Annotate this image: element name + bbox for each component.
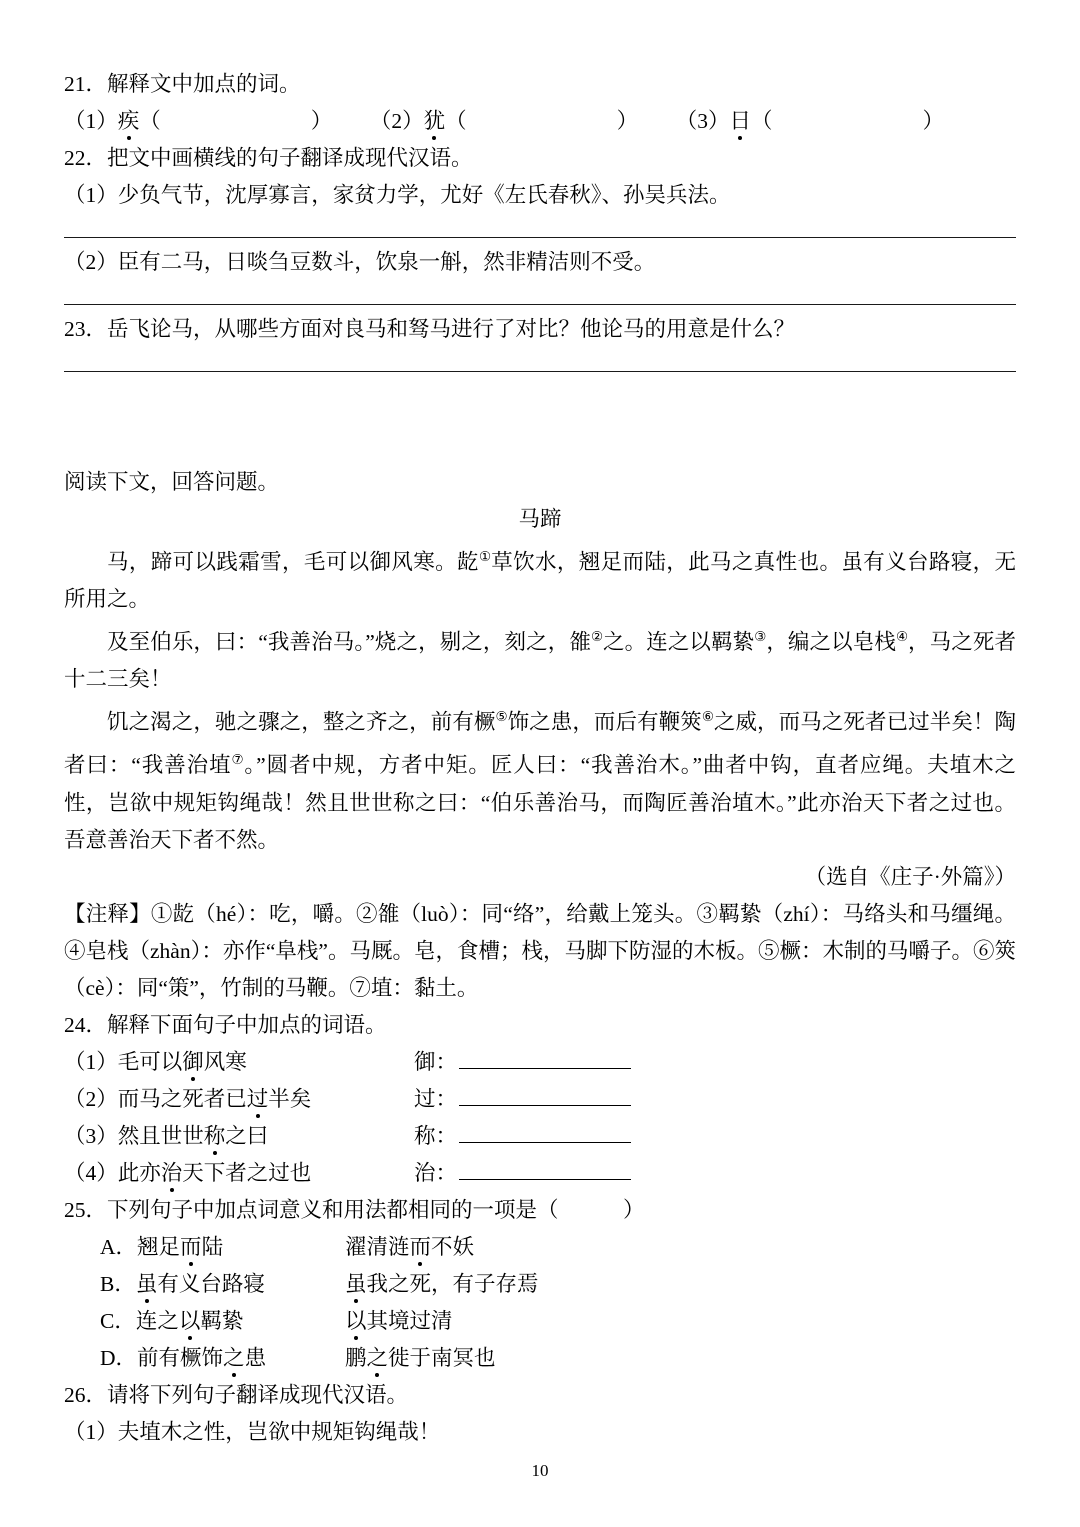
reading-paragraph-2: 及至伯乐，曰：“我善治马。”烧之，剔之，刻之，雒②之。连之以羁絷③，编之以皂栈④，马之死者十二三矣！ <box>64 629 1016 692</box>
reading-paragraph-1: 马，蹄可以践霜雪，毛可以御风寒。龁①草饮水，翘足而陆，此马之真性也。虽有义台路寝，无所用之。 <box>64 549 1016 612</box>
q25-option-b <box>100 1266 1016 1303</box>
q21-blank-1: （1）疾（ ） <box>64 109 333 133</box>
q25-option-c-right: 以其境过清 <box>345 1308 453 1333</box>
answer-rule-1 <box>64 237 1016 238</box>
q24-item-4-answer-line <box>459 1175 631 1180</box>
q25-option-d <box>100 1340 1016 1377</box>
section-gap <box>64 378 1016 464</box>
q25-option-d-phrase: 前有橛饰之患 <box>137 1345 267 1370</box>
q24-item-4 <box>64 1155 1016 1192</box>
q25-option-a-phrase: 翘足而陆 <box>137 1234 224 1259</box>
reading-intro: 阅读下文，回答问题。 <box>64 470 280 494</box>
q25-option-a-right: 濯清涟而不妖 <box>345 1234 475 1259</box>
q21-stem: 21．解释文中加点的词。 <box>64 72 301 96</box>
q25-option-a-letter: A． <box>100 1234 138 1259</box>
q25-option-b-right: 虽我之死，有子存焉 <box>345 1271 539 1296</box>
q24-item-3-label: 称： <box>414 1123 458 1148</box>
q25-option-c-left <box>100 1303 345 1340</box>
q25-option-c-phrase: 连之以羁絷 <box>135 1308 244 1333</box>
reading-paragraph-3: 饥之渴之，驰之骤之，整之齐之，前有橛⑤饰之患，而后有鞭筴⑥之威，而马之死者已过半矣！陶者曰：“我善治埴⑦。”圆者中规，方者中矩。匠人曰：“我善治木。”曲者中钩，直者应绳。夫埴木之性，岂欲中规矩钩绳哉！然且世世称之曰：“伯乐善治马，而陶匠善治埴木。”此亦治天下者之过也。吾意善治天下者不然。 <box>64 709 1017 852</box>
q24-item-3-sentence: （3）然且世世称之曰 <box>64 1123 269 1148</box>
q21-blank-row <box>64 103 944 140</box>
q24-item-2-label: 过： <box>414 1086 458 1111</box>
q25-option-b-phrase: 虽有义台路寝 <box>135 1271 265 1296</box>
q24-item-4-label: 治： <box>414 1160 458 1185</box>
answer-rule-2 <box>64 304 1016 305</box>
q24-item-1 <box>64 1044 1016 1081</box>
q24-item-2 <box>64 1081 1016 1118</box>
reading-title: 马蹄 <box>518 507 562 531</box>
q25-option-d-right: 鹏之徙于南冥也 <box>345 1345 496 1370</box>
q25-option-d-letter: D． <box>100 1345 138 1370</box>
q25-option-c-letter: C． <box>100 1308 136 1333</box>
q21-blank-3: （3）日（ ） <box>675 109 944 133</box>
reading-notes: 【注释】①龁（hé）：吃，嚼。②雒（luò）：同“络”，给戴上笼头。③羁絷（zhí）：马络头和马缰绳。④皂栈（zhàn）：亦作“阜栈”。马厩。皂，食槽；栈，马脚下防湿的木板。⑤橛：木制的马嚼子。⑥筴（cè）：同“策”，竹制的马鞭。⑦埴：黏土。 <box>64 901 1016 1000</box>
q24-item-1-sentence: （1）毛可以御风寒 <box>64 1049 247 1074</box>
q25-option-c <box>100 1303 1016 1340</box>
q22-item-2: （2）臣有二马，日啖刍豆数斗，饮泉一斛，然非精洁则不受。 <box>64 250 656 274</box>
q25-option-d-left <box>100 1340 345 1377</box>
q24-item-4-sentence: （4）此亦治天下者之过也 <box>64 1160 312 1185</box>
q21-blank-2: （2）犹（ ） <box>369 109 639 133</box>
q22-stem: 22．把文中画横线的句子翻译成现代汉语。 <box>64 146 473 170</box>
q23-stem: 23．岳飞论马，从哪些方面对良马和驽马进行了对比？他论马的用意是什么？ <box>64 317 796 341</box>
reading-source: （选自《庄子·外篇》） <box>804 864 1016 889</box>
q24-stem: 24．解释下面句子中加点的词语。 <box>64 1012 387 1037</box>
q25-option-a <box>100 1229 1016 1266</box>
q24-item-1-answer-line <box>459 1064 631 1069</box>
q25-option-a-left <box>100 1229 345 1266</box>
q25-option-b-letter: B． <box>100 1271 136 1296</box>
q22-item-1: （1）少负气节，沈厚寡言，家贫力学，尤好《左氏春秋》、孙吴兵法。 <box>64 183 731 207</box>
q24-item-2-sentence: （2）而马之死者已过半矣 <box>64 1086 312 1111</box>
q26-item-1: （1）夫埴木之性，岂欲中规矩钩绳哉！ <box>64 1419 441 1444</box>
q24-item-3-answer-line <box>459 1138 631 1143</box>
page-number: 10 <box>531 1461 549 1480</box>
q24-item-1-label: 御： <box>414 1049 458 1074</box>
q26-stem: 26．请将下列句子翻译成现代汉语。 <box>64 1382 409 1407</box>
q25-stem: 25．下列句子中加点词意义和用法都相同的一项是（ ） <box>64 1197 645 1222</box>
q24-item-3 <box>64 1118 1016 1155</box>
q24-item-2-answer-line <box>459 1101 631 1106</box>
answer-rule-3 <box>64 371 1016 372</box>
q25-option-b-left <box>100 1266 345 1303</box>
